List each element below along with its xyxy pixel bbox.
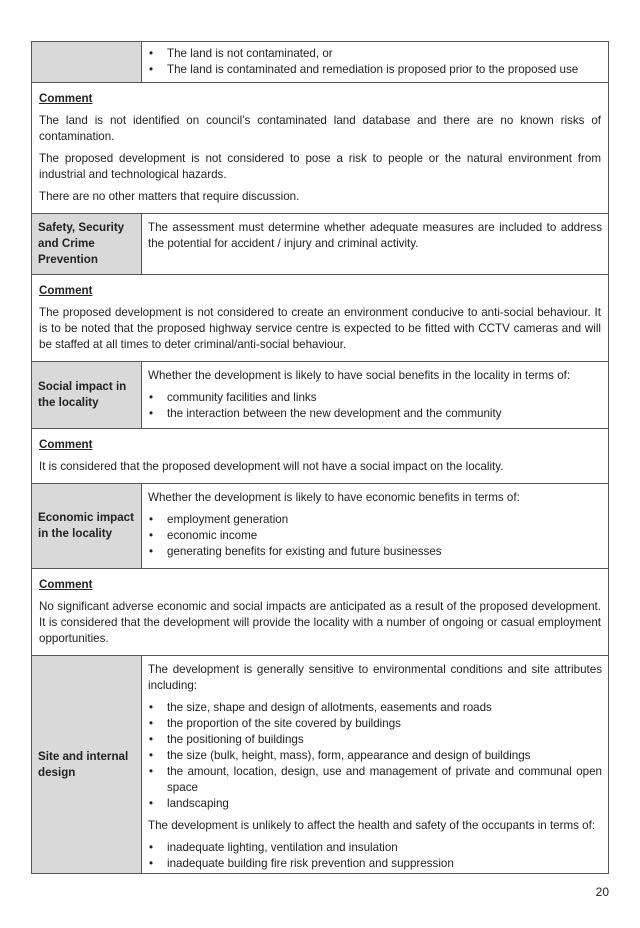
economic-criteria-cell xyxy=(142,484,609,569)
safety-comment-row xyxy=(32,275,609,362)
assessment-page xyxy=(31,41,609,874)
economic-comment-row xyxy=(32,569,609,656)
social-criteria-cell xyxy=(142,362,609,429)
safety-label: Safety, Security and Crime Prevention xyxy=(32,214,142,275)
list-item: • the interaction between the new development and the community xyxy=(148,406,602,422)
list-item: • landscaping xyxy=(148,796,602,812)
list-item: • generating benefits for existing and future businesses xyxy=(148,544,602,560)
list-item: • inadequate lighting, ventilation and insulation xyxy=(148,840,602,856)
list-item: • community facilities and links xyxy=(148,390,602,406)
contamination-comment-cell xyxy=(32,83,609,214)
site-design-label: Site and internal design xyxy=(32,656,142,874)
social-label: Social impact in the locality xyxy=(32,362,142,429)
social-intro: Whether the development is likely to have social benefits in the locality in terms of: xyxy=(148,369,571,382)
safety-row xyxy=(32,214,609,275)
comment-paragraph: The proposed development is not considered to create an environment conducive to anti-social behaviour. It is to be noted that the proposed highway service centre is expected to be fitted with CCTV cameras and will be staffed at all times to deter criminal/anti-social behaviour. xyxy=(39,306,601,351)
list-item: • inadequate building fire risk prevention and suppression xyxy=(148,856,602,872)
comment-heading: Comment xyxy=(39,284,93,297)
safety-criteria-text: The assessment must determine whether adequate measures are included to address the potential for accident / injury and criminal activity. xyxy=(148,221,602,250)
comment-paragraph: No significant adverse economic and social impacts are anticipated as a result of the proposed development. It is considered that the development will provide the locality with a number of ongoing or casual employment opportunities. xyxy=(39,600,601,645)
site-design-intro-2: The development is unlikely to affect the health and safety of the occupants in terms of: xyxy=(148,819,596,832)
list-item: • The land is contaminated and remediation is proposed prior to the proposed use xyxy=(148,62,602,78)
economic-label: Economic impact in the locality xyxy=(32,484,142,569)
economic-criteria-list xyxy=(148,512,602,560)
site-design-health-list xyxy=(148,840,602,872)
list-item: • the positioning of buildings xyxy=(148,732,602,748)
social-row xyxy=(32,362,609,429)
list-item: • the size (bulk, height, mass), form, appearance and design of buildings xyxy=(148,748,602,764)
site-design-criteria-list xyxy=(148,700,602,812)
comment-heading: Comment xyxy=(39,578,93,591)
list-item: • the proportion of the site covered by buildings xyxy=(148,716,602,732)
comment-paragraph: The proposed development is not considered to pose a risk to people or the natural environment from industrial and technological hazards. xyxy=(39,152,601,181)
page-number: 20 xyxy=(595,885,609,899)
list-item: • The land is not contaminated, or xyxy=(148,46,602,62)
assessment-table xyxy=(31,41,609,874)
contamination-criteria-list xyxy=(148,46,602,78)
contamination-comment-row xyxy=(32,83,609,214)
comment-paragraph: The land is not identified on council’s contaminated land database and there are no known risks of contamination. xyxy=(39,114,601,143)
economic-row xyxy=(32,484,609,569)
economic-intro: Whether the development is likely to have economic benefits in terms of: xyxy=(148,491,520,504)
comment-paragraph: There are no other matters that require discussion. xyxy=(39,190,300,203)
comment-heading: Comment xyxy=(39,92,93,105)
list-item: • the amount, location, design, use and management of private and communal open space xyxy=(148,764,602,796)
contamination-criteria-row xyxy=(32,42,609,83)
comment-heading: Comment xyxy=(39,438,93,451)
safety-criteria-cell xyxy=(142,214,609,275)
list-item: • employment generation xyxy=(148,512,602,528)
site-design-intro: The development is generally sensitive to environmental conditions and site attributes including: xyxy=(148,663,602,692)
economic-comment-cell xyxy=(32,569,609,656)
comment-paragraph: It is considered that the proposed development will not have a social impact on the locality. xyxy=(39,460,504,473)
social-comment-row xyxy=(32,429,609,484)
site-design-row xyxy=(32,656,609,874)
safety-comment-cell xyxy=(32,275,609,362)
contamination-criteria-cell xyxy=(142,42,609,83)
list-item: • the size, shape and design of allotments, easements and roads xyxy=(148,700,602,716)
site-design-criteria-cell xyxy=(142,656,609,874)
social-comment-cell xyxy=(32,429,609,484)
list-item: • economic income xyxy=(148,528,602,544)
social-criteria-list xyxy=(148,390,602,422)
contamination-label-cell xyxy=(32,42,142,83)
